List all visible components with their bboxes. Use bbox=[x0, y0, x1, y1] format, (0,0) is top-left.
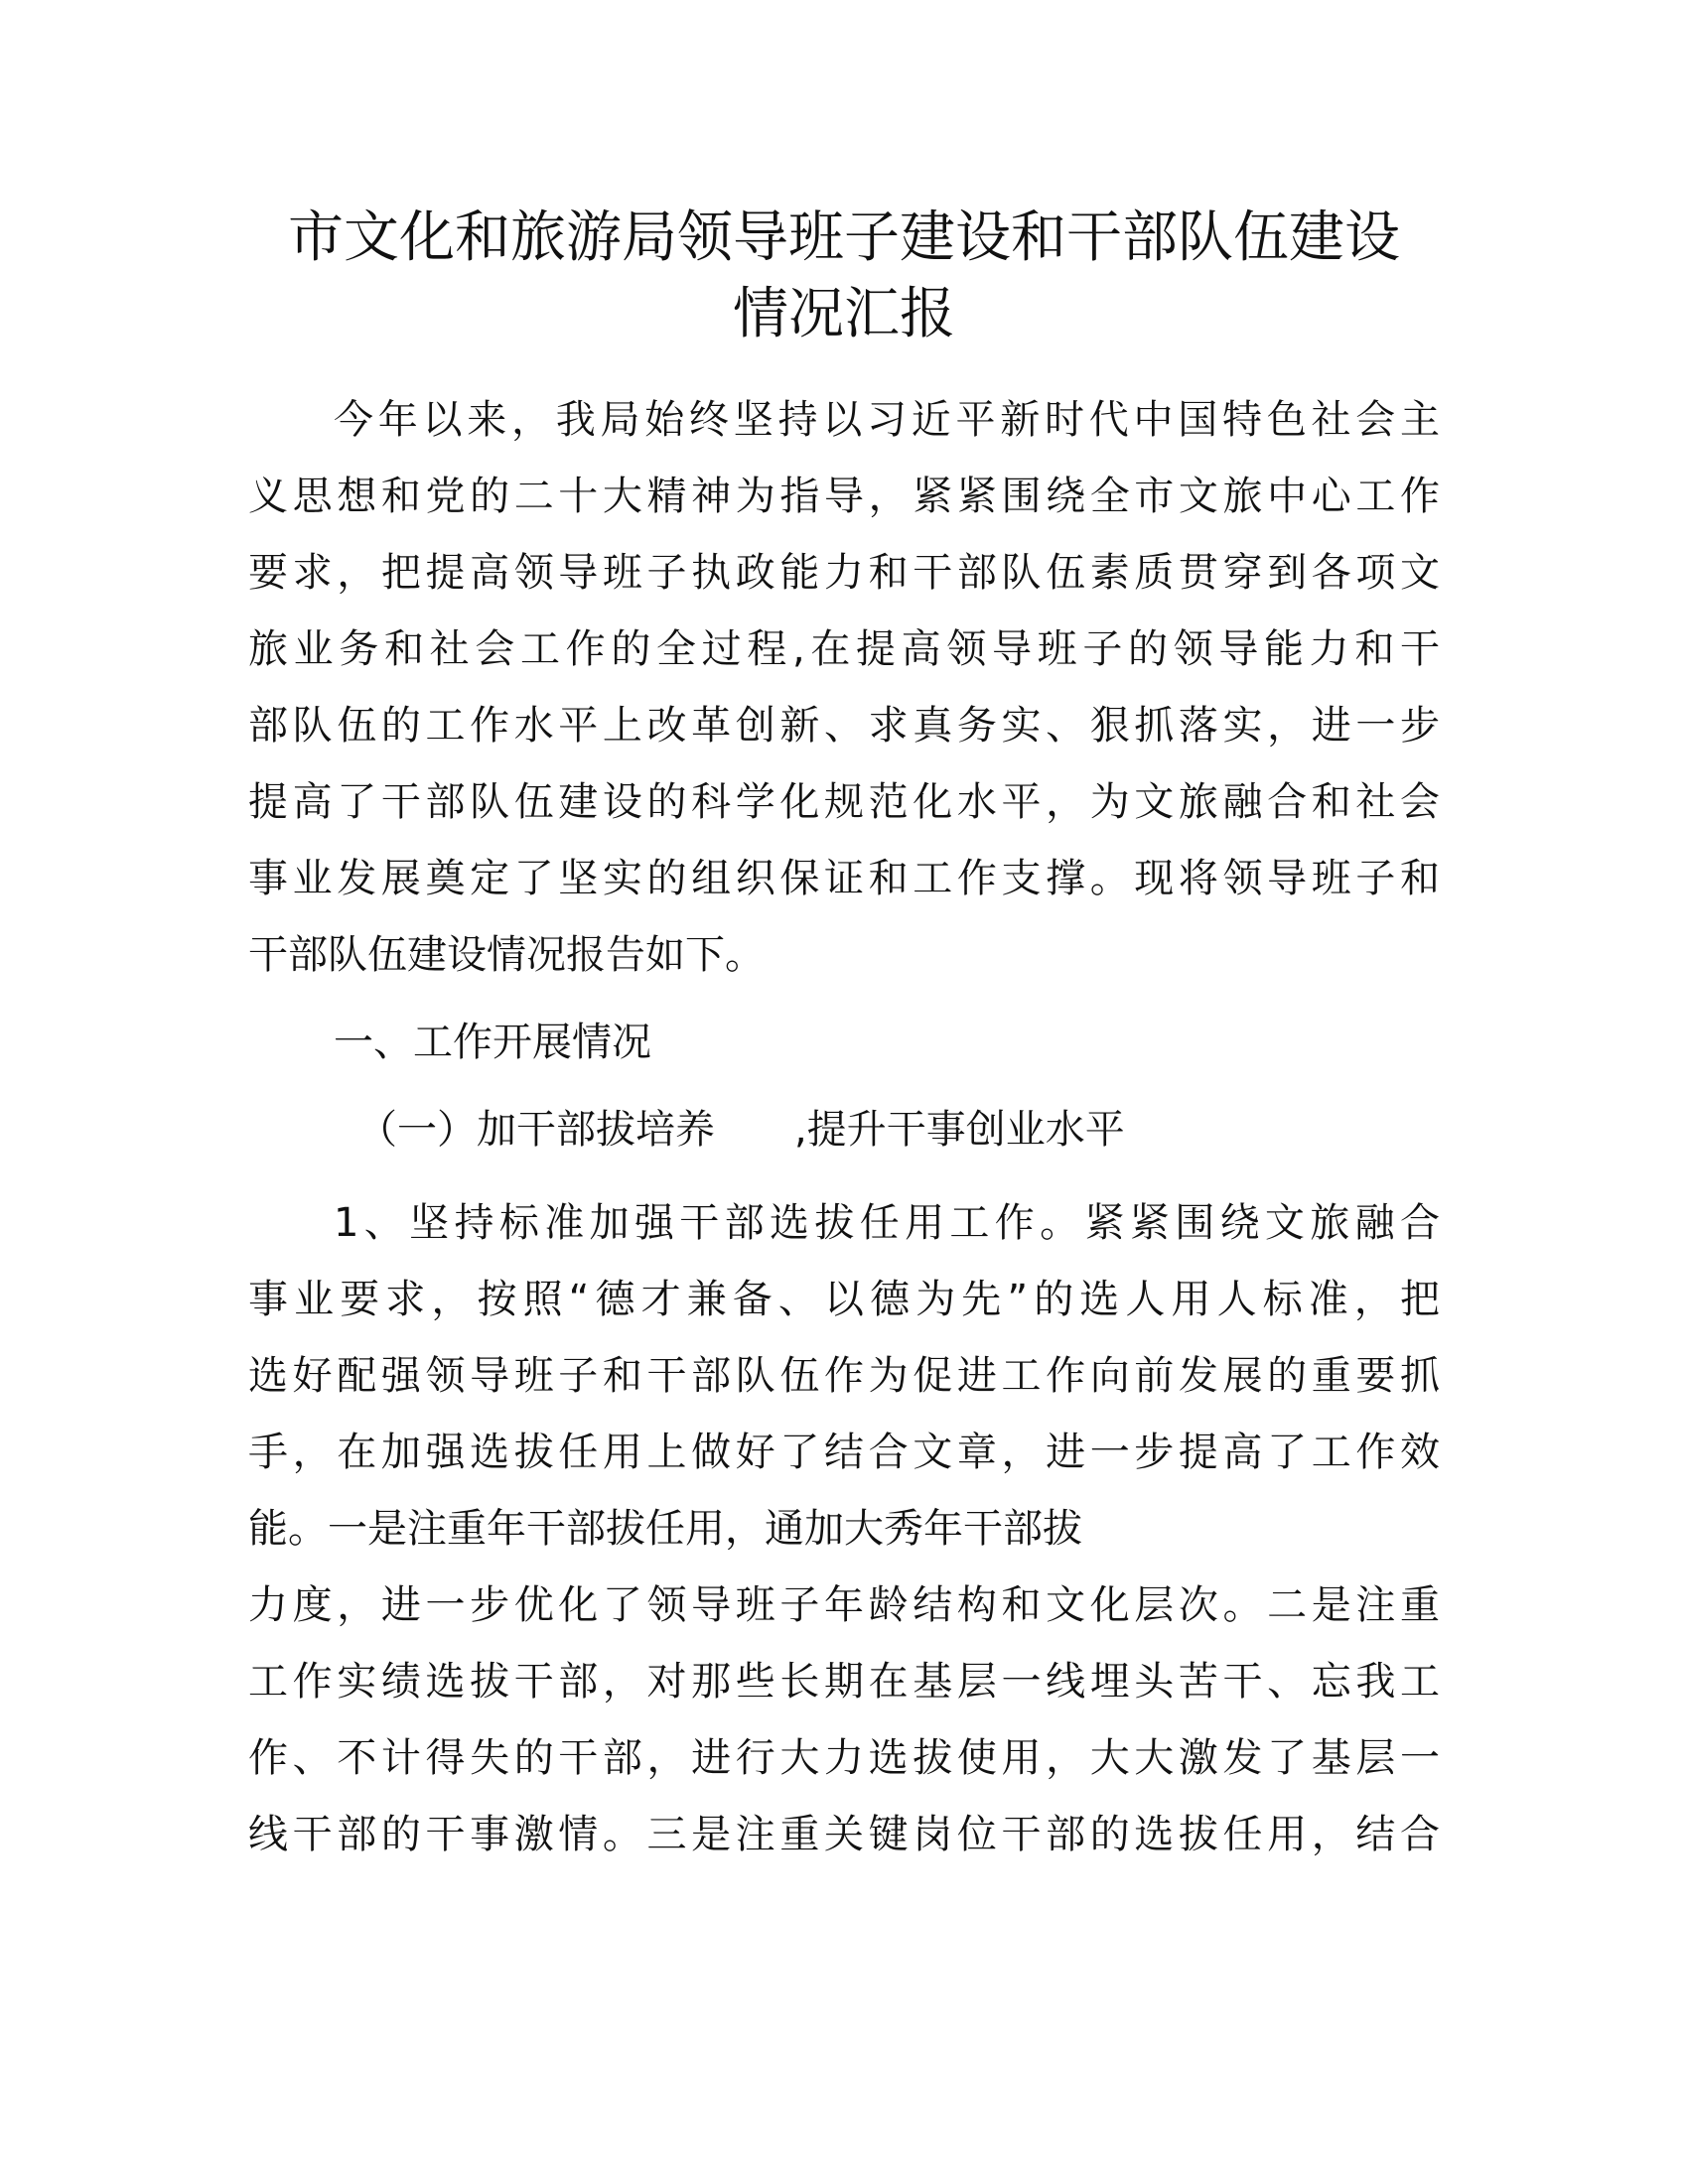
paragraph-1-line-6: 提高了干部队伍建设的科学化规范化水平，为文旅融合和社会 bbox=[248, 779, 1440, 825]
paragraph-2-line-5: 能。一是注重年干部拔任用，通加大秀年干部拔 bbox=[248, 1506, 1082, 1552]
section-heading-1: 一、工作开展情况 bbox=[334, 1020, 651, 1065]
paragraph-1-line-1: 今年以来，我局始终坚持以习近平新时代中国特色社会主 bbox=[334, 397, 1440, 443]
paragraph-2-line-2: 事业要求，按照“德才兼备、以德为先”的选人用人标准，把 bbox=[248, 1277, 1440, 1322]
paragraph-1-line-5: 部队伍的工作水平上改革创新、求真务实、狠抓落实，进一步 bbox=[248, 703, 1440, 749]
paragraph-2-line-4: 手，在加强选拔任用上做好了结合文章，进一步提高了工作效 bbox=[248, 1430, 1440, 1475]
paragraph-2-line-6: 力度，进一步优化了领导班子年龄结构和文化层次。二是注重 bbox=[248, 1582, 1440, 1628]
paragraph-2-line-9: 线干部的干事激情。三是注重关键岗位干部的选拔任用，结合 bbox=[248, 1812, 1440, 1857]
section-heading-2: （一）加干部拔培养 ,提升干事创业水平 bbox=[357, 1107, 1125, 1153]
paragraph-2-line-7: 工作实绩选拔干部，对那些长期在基层一线埋头苦干、忘我工 bbox=[248, 1659, 1440, 1705]
paragraph-2-line-1: 1、坚持标准加强干部选拔任用工作。紧紧围绕文旅融合 bbox=[334, 1200, 1440, 1246]
paragraph-1-line-7: 事业发展奠定了坚实的组织保证和工作支撑。现将领导班子和 bbox=[248, 856, 1440, 901]
document-title-line-2: 情况汇报 bbox=[733, 282, 955, 346]
paragraph-1-line-2: 义思想和党的二十大精神为指导，紧紧围绕全市文旅中心工作 bbox=[248, 474, 1440, 519]
paragraph-2-line-3: 选好配强领导班子和干部队伍作为促进工作向前发展的重要抓 bbox=[248, 1353, 1440, 1399]
paragraph-2-line-8: 作、不计得失的干部，进行大力选拔使用，大大激发了基层一 bbox=[248, 1735, 1440, 1781]
document-title-line-1: 市文化和旅游局领导班子建设和干部队伍建设 bbox=[288, 205, 1400, 270]
paragraph-1-line-8: 干部队伍建设情况报告如下。 bbox=[248, 932, 765, 978]
paragraph-1-line-4: 旅业务和社会工作的全过程,在提高领导班子的领导能力和干 bbox=[248, 626, 1440, 672]
paragraph-1-line-3: 要求，把提高领导班子执政能力和干部队伍素质贯穿到各项文 bbox=[248, 550, 1440, 596]
